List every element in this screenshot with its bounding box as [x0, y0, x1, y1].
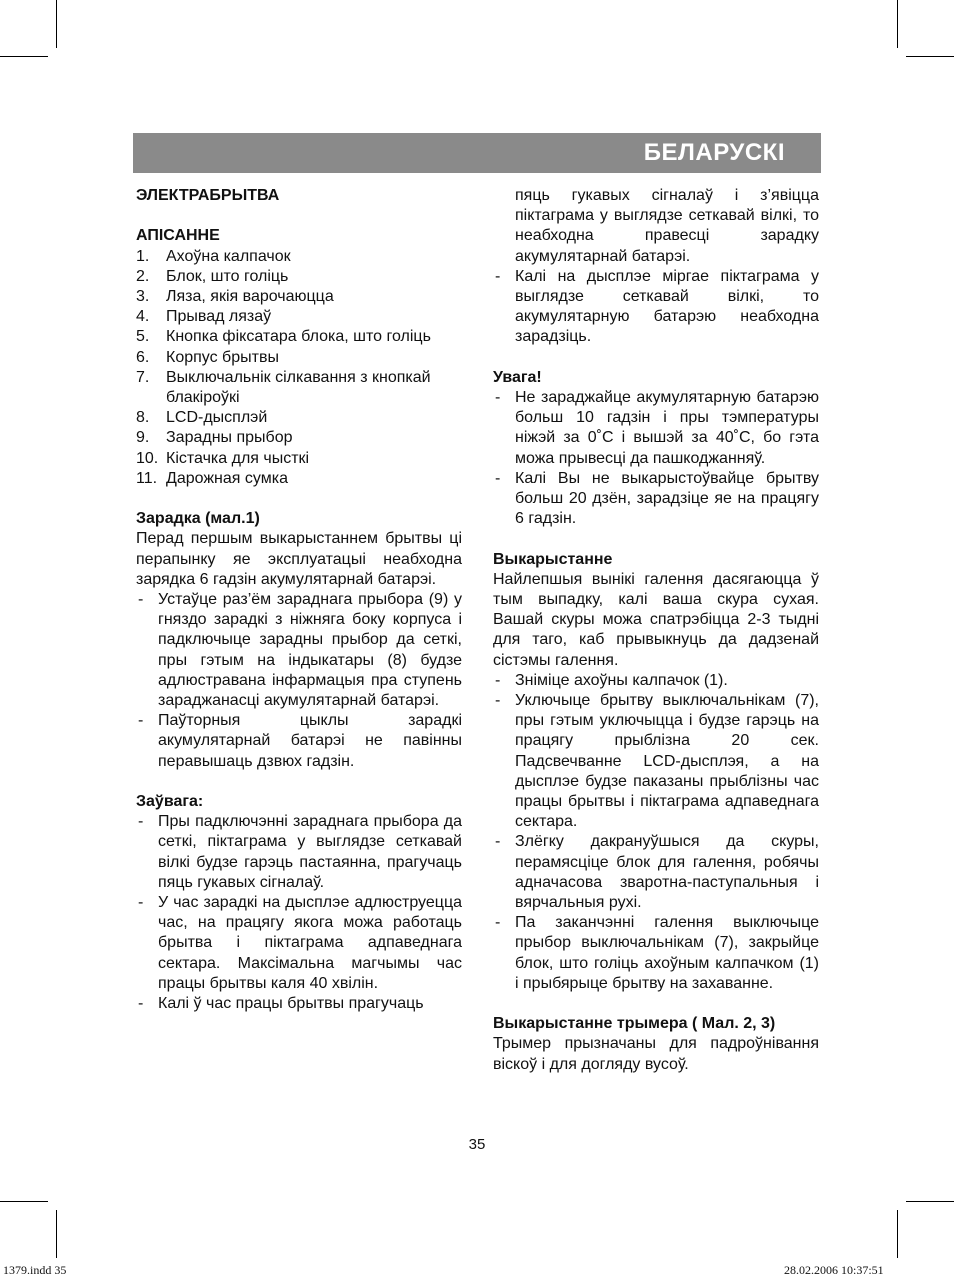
list-item: - Паўторныя цыклы зарадкі акумулятарнай батарэі не павінны перавышаць дзвюх гадзін.: [138, 712, 462, 770]
document-title: ЭЛЕКТРАБРЫТВА: [136, 187, 280, 204]
charging-heading: Зарадка (мал.1): [136, 510, 260, 528]
parts-list: [136, 247, 462, 489]
crop-mark: [897, 0, 898, 48]
list-item: - Калі Вы не выкарыстоўвайце брытву больш 20 дзён, зарадзіце яе на працягу 6 гадзін.: [495, 469, 819, 528]
list-item: 9. Зарадны прыбор: [136, 429, 293, 447]
trimmer-text: Трымер прызначаны для падроўнівання віскоў і для догляду вусоў.: [493, 1035, 819, 1073]
list-item: 4. Прывад лязаў: [136, 308, 272, 326]
list-item: 7. Выключальнік сілкавання з кнопкай блакіроўкі: [136, 368, 431, 407]
list-item: 5. Кнопка фіксатара блока, што голіць: [136, 328, 431, 346]
trimmer-heading: Выкарыстанне трымера ( Мал. 2, 3): [493, 1015, 776, 1033]
charging-intro: Перад першым выкарыстаннем брытвы ці перапынку яе эксплуатацыі неабходна зарядка 6 гадзін акумулятарнай батарэі.: [136, 530, 462, 588]
left-column: [136, 186, 462, 1014]
list-item: - У час зарадкі на дысплэе адлюструецца час, на працягу якога можа работаць брытва і піктаграма адпаведнага сектара. Максімальна магчымы час працы брытвы каля 40 хвілін.: [138, 894, 462, 992]
crop-mark: [56, 1210, 57, 1258]
right-column: [493, 186, 819, 1075]
list-item: - Злёгку дакрануўшыся да скуры, перамясціце блок для галення, робячы адначасова зваротна-паступальныя і вярчальныя рухі.: [495, 833, 819, 912]
list-item: - Калі на дысплэе міргае піктаграма у выглядзе сеткавай вілкі, то акумулятарную батарэю неабходна зарадзіць.: [495, 267, 819, 346]
list-item: - Уключыце брытву выключальнікам (7), пры гэтым уключыцца і будзе гарэць на працягу прыблізна 20 сек. Падсвечванне LCD-дысплэя, а на дысплэе будзе паказаны прыблізны час працы брытвы і піктаграма адпаведнага сектара.: [495, 692, 819, 831]
list-item: 1. Ахоўна калпачок: [136, 247, 291, 265]
language-banner: [133, 133, 821, 173]
banner-title: БЕЛАРУСКІ: [643, 139, 785, 166]
file-slug: 1379.indd 35: [3, 1263, 67, 1277]
list-item: - Не зараджайце акумулятарную батарэю больш 10 гадзін і пры тэмпературы ніжэй за 0˚С і вышэй за 40˚С, бо гэта можа прывесці да пашкоджанняў.: [495, 389, 819, 467]
timestamp-slug: 28.02.2006 10:37:51: [784, 1263, 884, 1277]
note-heading: Заўвага:: [136, 793, 204, 811]
crop-mark: [0, 56, 48, 57]
crop-mark: [0, 1201, 48, 1202]
crop-mark: [906, 1201, 954, 1202]
list-item: 2. Блок, што голіць: [136, 267, 289, 285]
usage-heading: Выкарыстанне: [493, 550, 613, 568]
crop-mark: [56, 0, 57, 48]
list-item: - Зніміце ахоўны калпачок (1).: [495, 671, 728, 689]
crop-mark: [897, 1210, 898, 1258]
list-item: 11. Дарожная сумка: [136, 469, 288, 487]
list-item: - Устаўце раз’ём зараднага прыбора (9) у гняздо зарадкі з ніжняга боку корпуса і падключыце зарадны прыбор да сеткі, пры гэтым на індыкатары (8) будзе адлюстравана інфармацыя пра ступень зараджанасці акумулятарнай батарэі.: [138, 591, 462, 710]
list-item: - Па заканчэнні галення выключыце прыбор выключальнікам (7), закрыйце блок, што голіць ахоўным калпачком (1) і прыбярыце брытву на захаванне.: [495, 914, 819, 992]
list-item: - Калі ў час працы брытвы прагучаць: [138, 995, 424, 1013]
warning-heading: Увага!: [493, 368, 542, 386]
description-heading: АПІСАННЕ: [136, 227, 220, 245]
continued-text: пяць гукавых сігналаў і з’явіцца піктаграма у выглядзе сеткавай вілкі, то неабходна правесці зарадку акумулятарнай батарэі.: [515, 187, 819, 265]
list-item: 8. LCD-дысплэй: [136, 409, 268, 427]
list-item: 3. Ляза, якія варочаюцца: [136, 288, 334, 305]
crop-mark: [906, 56, 954, 57]
list-item: 10. Кістачка для чысткі: [136, 449, 310, 467]
page-number: 35: [468, 1136, 486, 1153]
list-item: - Пры падключэнні зараднага прыбора да сеткі, піктаграма у выглядзе сеткавай вілкі будзе гарэць пастаянна, прагучаць пяць гукавых сігналаў.: [138, 813, 462, 891]
list-item: 6. Корпус брытвы: [136, 348, 279, 366]
usage-intro: Найлепшыя вынікі галення дасягаюцца ў тым выпадку, калі ваша скура сухая. Вашай скуры можа спатрэбіцца 2-3 тыдні для таго, каб прывыкнуць да дадзенай сістэмы галення.: [493, 570, 819, 669]
